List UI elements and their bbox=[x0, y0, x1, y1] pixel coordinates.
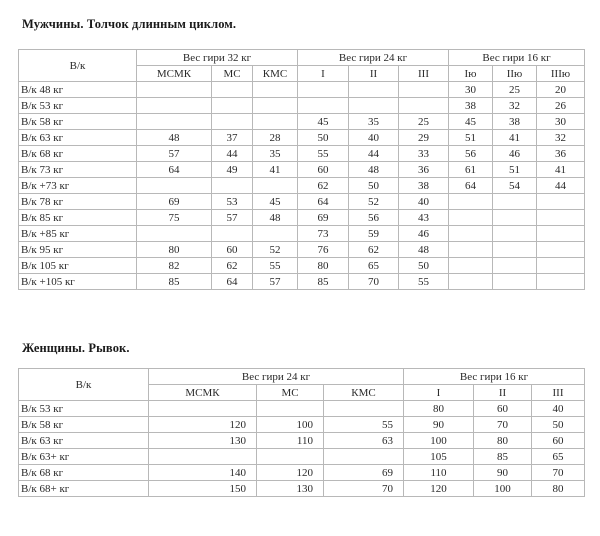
standard-value-cell bbox=[324, 401, 404, 417]
standard-value-cell: 80 bbox=[298, 258, 349, 274]
standard-value-cell: 40 bbox=[349, 130, 399, 146]
standard-value-cell: 65 bbox=[532, 449, 585, 465]
table-row bbox=[19, 258, 585, 274]
men-table-body bbox=[19, 82, 585, 290]
standard-value-cell: 56 bbox=[349, 210, 399, 226]
men-jerk-standards-table bbox=[18, 49, 585, 290]
standard-value-cell: 85 bbox=[298, 274, 349, 290]
standard-value-cell bbox=[137, 226, 212, 242]
rank-header: II bbox=[349, 66, 399, 82]
weight-class-cell: В/к 68+ кг bbox=[19, 481, 149, 497]
standard-value-cell bbox=[137, 178, 212, 194]
standard-value-cell: 130 bbox=[257, 481, 324, 497]
rank-header: МС bbox=[212, 66, 253, 82]
group-header-24kg: Вес гири 24 кг bbox=[298, 50, 449, 66]
table-row bbox=[19, 274, 585, 290]
standard-value-cell: 32 bbox=[493, 98, 537, 114]
group-header-24kg: Вес гири 24 кг bbox=[149, 369, 404, 385]
standard-value-cell: 55 bbox=[399, 274, 449, 290]
standard-value-cell bbox=[493, 274, 537, 290]
rank-header: I bbox=[298, 66, 349, 82]
rank-header: IIю bbox=[493, 66, 537, 82]
standard-value-cell bbox=[253, 178, 298, 194]
weight-class-cell: В/к +85 кг bbox=[19, 226, 137, 242]
standard-value-cell: 100 bbox=[404, 433, 474, 449]
table-row bbox=[19, 481, 585, 497]
rank-header: Iю bbox=[449, 66, 493, 82]
standard-value-cell bbox=[449, 194, 493, 210]
header-row-groups bbox=[19, 50, 585, 66]
standard-value-cell bbox=[257, 401, 324, 417]
standard-value-cell: 61 bbox=[449, 162, 493, 178]
standard-value-cell: 70 bbox=[349, 274, 399, 290]
group-header-16kg: Вес гири 16 кг bbox=[449, 50, 585, 66]
standard-value-cell: 82 bbox=[137, 258, 212, 274]
table-row bbox=[19, 449, 585, 465]
standard-value-cell: 36 bbox=[399, 162, 449, 178]
table-row bbox=[19, 401, 585, 417]
standard-value-cell: 64 bbox=[298, 194, 349, 210]
standard-value-cell: 48 bbox=[253, 210, 298, 226]
standard-value-cell: 48 bbox=[399, 242, 449, 258]
standard-value-cell bbox=[253, 82, 298, 98]
standard-value-cell: 80 bbox=[404, 401, 474, 417]
standard-value-cell: 51 bbox=[449, 130, 493, 146]
standard-value-cell bbox=[537, 210, 585, 226]
standard-value-cell: 69 bbox=[324, 465, 404, 481]
standard-value-cell: 70 bbox=[474, 417, 532, 433]
standard-value-cell: 80 bbox=[137, 242, 212, 258]
standard-value-cell: 73 bbox=[298, 226, 349, 242]
standard-value-cell: 50 bbox=[349, 178, 399, 194]
standard-value-cell: 70 bbox=[532, 465, 585, 481]
standard-value-cell: 37 bbox=[212, 130, 253, 146]
standard-value-cell bbox=[493, 242, 537, 258]
table-row bbox=[19, 178, 585, 194]
table-row bbox=[19, 417, 585, 433]
standard-value-cell: 41 bbox=[537, 162, 585, 178]
standard-value-cell bbox=[493, 258, 537, 274]
standard-value-cell: 38 bbox=[449, 98, 493, 114]
standard-value-cell: 33 bbox=[399, 146, 449, 162]
weight-class-cell: В/к 95 кг bbox=[19, 242, 137, 258]
standard-value-cell: 41 bbox=[253, 162, 298, 178]
standard-value-cell: 49 bbox=[212, 162, 253, 178]
rank-header: III bbox=[532, 385, 585, 401]
standard-value-cell: 41 bbox=[493, 130, 537, 146]
standard-value-cell: 57 bbox=[212, 210, 253, 226]
standard-value-cell: 54 bbox=[493, 178, 537, 194]
standard-value-cell bbox=[349, 98, 399, 114]
standard-value-cell: 25 bbox=[399, 114, 449, 130]
standard-value-cell: 62 bbox=[349, 242, 399, 258]
standard-value-cell bbox=[449, 242, 493, 258]
standard-value-cell: 51 bbox=[493, 162, 537, 178]
weight-class-cell: В/к 53 кг bbox=[19, 98, 137, 114]
standard-value-cell bbox=[493, 194, 537, 210]
standard-value-cell: 45 bbox=[449, 114, 493, 130]
table-row bbox=[19, 146, 585, 162]
table-row bbox=[19, 114, 585, 130]
table-row bbox=[19, 226, 585, 242]
standard-value-cell: 44 bbox=[537, 178, 585, 194]
standard-value-cell: 52 bbox=[253, 242, 298, 258]
standard-value-cell: 70 bbox=[324, 481, 404, 497]
standard-value-cell: 63 bbox=[324, 433, 404, 449]
standard-value-cell: 43 bbox=[399, 210, 449, 226]
weight-class-cell: В/к 68 кг bbox=[19, 465, 149, 481]
standard-value-cell: 44 bbox=[349, 146, 399, 162]
standard-value-cell bbox=[537, 258, 585, 274]
standard-value-cell bbox=[349, 82, 399, 98]
standard-value-cell: 100 bbox=[474, 481, 532, 497]
header-row-groups bbox=[19, 369, 585, 385]
standard-value-cell: 150 bbox=[149, 481, 257, 497]
weight-class-header: В/к bbox=[19, 50, 137, 82]
standard-value-cell: 62 bbox=[298, 178, 349, 194]
standard-value-cell bbox=[493, 210, 537, 226]
standard-value-cell bbox=[212, 226, 253, 242]
standard-value-cell: 50 bbox=[298, 130, 349, 146]
standard-value-cell: 69 bbox=[137, 194, 212, 210]
weight-class-cell: В/к +73 кг bbox=[19, 178, 137, 194]
women-table-title: Женщины. Рывок. bbox=[22, 341, 130, 355]
standard-value-cell bbox=[324, 449, 404, 465]
rank-header: КМС bbox=[324, 385, 404, 401]
table-row bbox=[19, 130, 585, 146]
standard-value-cell: 64 bbox=[137, 162, 212, 178]
standard-value-cell: 48 bbox=[349, 162, 399, 178]
standard-value-cell: 36 bbox=[537, 146, 585, 162]
standard-value-cell: 50 bbox=[532, 417, 585, 433]
standard-value-cell: 35 bbox=[253, 146, 298, 162]
rank-header: II bbox=[474, 385, 532, 401]
standard-value-cell bbox=[253, 226, 298, 242]
standard-value-cell: 38 bbox=[399, 178, 449, 194]
standard-value-cell bbox=[212, 98, 253, 114]
standard-value-cell bbox=[253, 98, 298, 114]
table-row bbox=[19, 162, 585, 178]
standard-value-cell: 44 bbox=[212, 146, 253, 162]
standard-value-cell bbox=[449, 274, 493, 290]
rank-header: МСМК bbox=[149, 385, 257, 401]
standard-value-cell: 29 bbox=[399, 130, 449, 146]
standard-value-cell bbox=[298, 98, 349, 114]
women-snatch-standards-table bbox=[18, 368, 585, 497]
standard-value-cell: 38 bbox=[493, 114, 537, 130]
standard-value-cell: 120 bbox=[149, 417, 257, 433]
standard-value-cell: 120 bbox=[404, 481, 474, 497]
standard-value-cell: 90 bbox=[474, 465, 532, 481]
standard-value-cell bbox=[149, 449, 257, 465]
standard-value-cell: 80 bbox=[474, 433, 532, 449]
standard-value-cell: 53 bbox=[212, 194, 253, 210]
standard-value-cell bbox=[449, 258, 493, 274]
standard-value-cell: 65 bbox=[349, 258, 399, 274]
standard-value-cell: 75 bbox=[137, 210, 212, 226]
standard-value-cell: 80 bbox=[532, 481, 585, 497]
standard-value-cell: 60 bbox=[474, 401, 532, 417]
standard-value-cell: 52 bbox=[349, 194, 399, 210]
table-row bbox=[19, 210, 585, 226]
standard-value-cell: 57 bbox=[137, 146, 212, 162]
standard-value-cell: 45 bbox=[253, 194, 298, 210]
weight-class-cell: В/к 58 кг bbox=[19, 114, 137, 130]
standard-value-cell: 76 bbox=[298, 242, 349, 258]
men-table-title: Мужчины. Толчок длинным циклом. bbox=[22, 17, 237, 31]
standard-value-cell: 120 bbox=[257, 465, 324, 481]
standard-value-cell bbox=[212, 114, 253, 130]
weight-class-cell: В/к 58 кг bbox=[19, 417, 149, 433]
standard-value-cell: 20 bbox=[537, 82, 585, 98]
standard-value-cell: 35 bbox=[349, 114, 399, 130]
standard-value-cell: 110 bbox=[257, 433, 324, 449]
standard-value-cell bbox=[399, 98, 449, 114]
standard-value-cell bbox=[493, 226, 537, 242]
standard-value-cell bbox=[149, 401, 257, 417]
standard-value-cell: 90 bbox=[404, 417, 474, 433]
standard-value-cell bbox=[399, 82, 449, 98]
standard-value-cell: 55 bbox=[324, 417, 404, 433]
weight-class-cell: В/к +105 кг bbox=[19, 274, 137, 290]
standard-value-cell: 59 bbox=[349, 226, 399, 242]
standard-value-cell: 28 bbox=[253, 130, 298, 146]
standard-value-cell: 48 bbox=[137, 130, 212, 146]
rank-header: I bbox=[404, 385, 474, 401]
standard-value-cell: 56 bbox=[449, 146, 493, 162]
weight-class-cell: В/к 63 кг bbox=[19, 433, 149, 449]
rank-header: МСМК bbox=[137, 66, 212, 82]
weight-class-cell: В/к 78 кг bbox=[19, 194, 137, 210]
standard-value-cell: 30 bbox=[537, 114, 585, 130]
standard-value-cell: 140 bbox=[149, 465, 257, 481]
weight-class-cell: В/к 105 кг bbox=[19, 258, 137, 274]
standard-value-cell bbox=[257, 449, 324, 465]
standard-value-cell: 50 bbox=[399, 258, 449, 274]
standard-value-cell bbox=[449, 210, 493, 226]
weight-class-header: В/к bbox=[19, 369, 149, 401]
standard-value-cell: 60 bbox=[532, 433, 585, 449]
standard-value-cell: 26 bbox=[537, 98, 585, 114]
standard-value-cell: 62 bbox=[212, 258, 253, 274]
standard-value-cell: 85 bbox=[474, 449, 532, 465]
standard-value-cell: 60 bbox=[298, 162, 349, 178]
weight-class-cell: В/к 48 кг bbox=[19, 82, 137, 98]
standard-value-cell bbox=[537, 194, 585, 210]
standard-value-cell: 110 bbox=[404, 465, 474, 481]
standard-value-cell bbox=[253, 114, 298, 130]
weight-class-cell: В/к 85 кг bbox=[19, 210, 137, 226]
table-row bbox=[19, 465, 585, 481]
group-header-16kg: Вес гири 16 кг bbox=[404, 369, 585, 385]
weight-class-cell: В/к 53 кг bbox=[19, 401, 149, 417]
rank-header: IIIю bbox=[537, 66, 585, 82]
standard-value-cell: 100 bbox=[257, 417, 324, 433]
rank-header: МС bbox=[257, 385, 324, 401]
group-header-32kg: Вес гири 32 кг bbox=[137, 50, 298, 66]
standard-value-cell bbox=[137, 98, 212, 114]
standard-value-cell bbox=[298, 82, 349, 98]
standard-value-cell: 25 bbox=[493, 82, 537, 98]
standard-value-cell: 64 bbox=[449, 178, 493, 194]
standard-value-cell: 46 bbox=[399, 226, 449, 242]
standard-value-cell bbox=[537, 242, 585, 258]
standard-value-cell: 105 bbox=[404, 449, 474, 465]
weight-class-cell: В/к 63 кг bbox=[19, 130, 137, 146]
standard-value-cell bbox=[537, 226, 585, 242]
table-row bbox=[19, 242, 585, 258]
standard-value-cell: 85 bbox=[137, 274, 212, 290]
standard-value-cell: 45 bbox=[298, 114, 349, 130]
weight-class-cell: В/к 63+ кг bbox=[19, 449, 149, 465]
table-row bbox=[19, 82, 585, 98]
weight-class-cell: В/к 68 кг bbox=[19, 146, 137, 162]
standard-value-cell bbox=[212, 178, 253, 194]
standard-value-cell: 130 bbox=[149, 433, 257, 449]
rank-header: КМС bbox=[253, 66, 298, 82]
standard-value-cell: 46 bbox=[493, 146, 537, 162]
standard-value-cell: 55 bbox=[253, 258, 298, 274]
standard-value-cell: 40 bbox=[399, 194, 449, 210]
standard-value-cell: 64 bbox=[212, 274, 253, 290]
standard-value-cell: 69 bbox=[298, 210, 349, 226]
weight-class-cell: В/к 73 кг bbox=[19, 162, 137, 178]
standard-value-cell: 57 bbox=[253, 274, 298, 290]
rank-header: III bbox=[399, 66, 449, 82]
women-table-body bbox=[19, 401, 585, 497]
standard-value-cell bbox=[537, 274, 585, 290]
standard-value-cell: 40 bbox=[532, 401, 585, 417]
standard-value-cell bbox=[212, 82, 253, 98]
table-row bbox=[19, 433, 585, 449]
standard-value-cell bbox=[137, 82, 212, 98]
standard-value-cell: 32 bbox=[537, 130, 585, 146]
standard-value-cell: 30 bbox=[449, 82, 493, 98]
standard-value-cell bbox=[137, 114, 212, 130]
standard-value-cell: 60 bbox=[212, 242, 253, 258]
table-row bbox=[19, 98, 585, 114]
standard-value-cell: 55 bbox=[298, 146, 349, 162]
standard-value-cell bbox=[449, 226, 493, 242]
table-row bbox=[19, 194, 585, 210]
